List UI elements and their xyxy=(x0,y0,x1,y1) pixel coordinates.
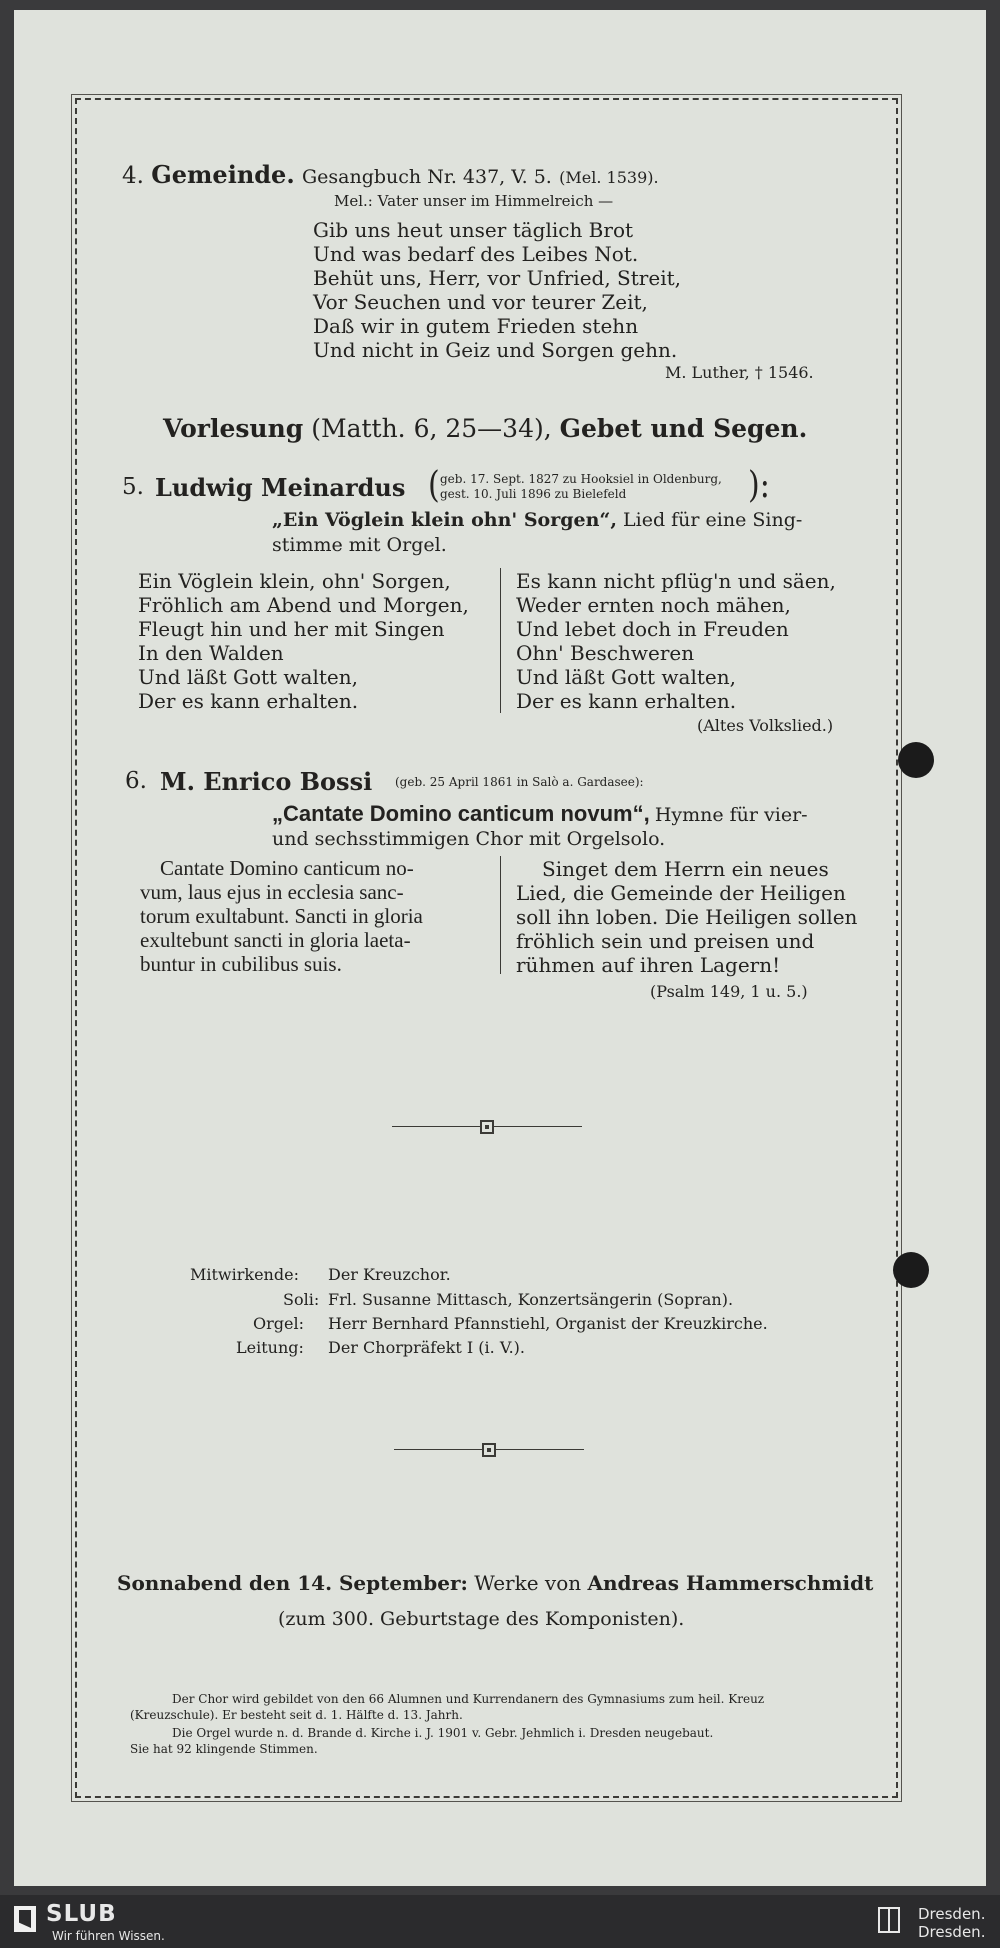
item6-desc-2: und sechsstimmigen Chor mit Orgelsolo. xyxy=(272,828,666,850)
punch-hole-bottom xyxy=(893,1252,929,1288)
item4-author: M. Luther, † 1546. xyxy=(665,363,814,382)
item6-column-divider xyxy=(500,856,501,974)
item4-title: Gemeinde. xyxy=(151,160,295,189)
item6-bio: (geb. 25 April 1861 in Salò a. Gardasee): xyxy=(395,775,644,789)
item6-latin-3: torum exultabunt. Sancti in gloria xyxy=(140,904,423,928)
performers-value-3: Herr Bernhard Pfannstiehl, Organist der Kreuzkirche. xyxy=(328,1314,768,1333)
item5-left-2: Fröhlich am Abend und Morgen, xyxy=(138,593,469,617)
item4-line-1: Gib uns heut unser täglich Brot xyxy=(313,218,634,242)
announcement-works: Werke von xyxy=(474,1571,582,1595)
item4-hymnal: Gesangbuch Nr. 437, V. 5. xyxy=(301,166,552,188)
item4-heading xyxy=(122,160,659,189)
performers-label-4: Leitung: xyxy=(236,1338,304,1357)
item5-right-2: Weder ernten noch mähen, xyxy=(516,593,791,617)
note-line-4: Sie hat 92 klingende Stimmen. xyxy=(130,1742,318,1756)
viewer-footer xyxy=(0,1895,1000,1948)
punch-hole-top xyxy=(898,742,934,778)
item6-latin-4: exultebunt sancti in gloria laeta- xyxy=(140,928,411,952)
item5-right-1: Es kann nicht pflüg'n und säen, xyxy=(516,569,836,593)
item6-german-1: Singet dem Herrn ein neues xyxy=(542,857,829,881)
item5-right-3: Und lebet doch in Freuden xyxy=(516,617,789,641)
item6-title-line xyxy=(272,801,808,827)
item4-line-4: Vor Seuchen und vor teurer Zeit, xyxy=(313,290,648,314)
item5-number: 5. xyxy=(122,474,144,500)
item4-line-3: Behüt uns, Herr, vor Unfried, Streit, xyxy=(313,266,681,290)
dresden-brand-sub: Dresden. xyxy=(918,1923,986,1941)
item6-latin-2: vum, laus ejus in ecclesia sanc- xyxy=(140,880,404,904)
ornament-divider-1 xyxy=(392,1120,582,1134)
performers-value-4: Der Chorpräfekt I (i. V.). xyxy=(328,1338,525,1357)
announcement-line-1 xyxy=(117,1571,873,1595)
reading-heading xyxy=(163,414,807,443)
reading-part-1: Vorlesung xyxy=(163,414,304,443)
item5-right-5: Und läßt Gott walten, xyxy=(516,665,736,689)
item5-bio-bracket-close: ): xyxy=(748,464,770,507)
item5-composer: Ludwig Meinardus xyxy=(155,473,406,502)
item6-desc-1: Hymne für vier- xyxy=(654,804,808,826)
item5-left-5: Und läßt Gott walten, xyxy=(138,665,358,689)
dresden-brand[interactable]: Dresden. xyxy=(918,1905,986,1923)
item4-number: 4. xyxy=(122,163,144,189)
announcement-date: Sonnabend den 14. September: xyxy=(117,1571,468,1595)
item4-melody: Mel.: Vater unser im Himmelreich — xyxy=(334,192,614,210)
performers-value-1: Der Kreuzchor. xyxy=(328,1265,451,1284)
item5-bio-2: gest. 10. Juli 1896 zu Bielefeld xyxy=(440,487,627,501)
item4-line-2: Und was bedarf des Leibes Not. xyxy=(313,242,639,266)
item5-left-6: Der es kann erhalten. xyxy=(138,689,359,713)
item6-german-2: Lied, die Gemeinde der Heiligen xyxy=(516,881,846,905)
item5-left-1: Ein Vöglein klein, ohn' Sorgen, xyxy=(138,569,451,593)
item5-desc-1: Lied für eine Sing- xyxy=(623,509,803,531)
item6-german-4: fröhlich sein und preisen und xyxy=(516,929,815,953)
item5-left-3: Fleugt hin und her mit Singen xyxy=(138,617,445,641)
item4-line-5: Daß wir in gutem Frieden stehn xyxy=(313,314,639,338)
reading-part-3: Gebet und Segen. xyxy=(559,414,808,443)
dresden-logo-icon[interactable] xyxy=(878,1907,900,1933)
performers-label-2: Soli: xyxy=(283,1290,320,1309)
item6-composer: M. Enrico Bossi xyxy=(160,767,373,796)
item6-number: 6. xyxy=(125,768,147,794)
item6-german-5: rühmen auf ihren Lagern! xyxy=(516,953,781,977)
item6-latin-5: buntur in cubilibus suis. xyxy=(140,952,342,976)
slub-motto: Wir führen Wissen. xyxy=(52,1929,165,1943)
announcement-line-2: (zum 300. Geburtstage des Komponisten). xyxy=(278,1608,685,1630)
item5-bio-1: geb. 17. Sept. 1827 zu Hooksiel in Oldenburg, xyxy=(440,472,722,486)
item5-column-divider xyxy=(500,568,501,713)
item5-right-4: Ohn' Beschweren xyxy=(516,641,695,665)
item6-latin-1: Cantate Domino canticum no- xyxy=(160,856,414,880)
performers-label-1: Mitwirkende: xyxy=(190,1265,299,1284)
item5-bio-bracket-open: ( xyxy=(428,464,440,507)
performers-value-2: Frl. Susanne Mittasch, Konzertsängerin (Sopran). xyxy=(328,1290,734,1309)
item5-desc-2: stimme mit Orgel. xyxy=(272,534,447,556)
slub-brand[interactable]: SLUB xyxy=(46,1901,117,1927)
item6-title: „Cantate Domino canticum novum“, xyxy=(272,801,650,826)
item5-title-line xyxy=(272,509,802,531)
reading-part-2: (Matth. 6, 25—34), xyxy=(311,414,552,443)
item4-melody-ref: (Mel. 1539). xyxy=(559,168,659,187)
slub-logo-icon[interactable] xyxy=(14,1906,36,1932)
note-line-1: Der Chor wird gebildet von den 66 Alumnen und Kurrendanern des Gymnasiums zum heil. Kreuz xyxy=(172,1692,765,1706)
announcement-composer: Andreas Hammerschmidt xyxy=(587,1571,874,1595)
note-line-2: (Kreuzschule). Er besteht seit d. 1. Hälfte d. 13. Jahrh. xyxy=(130,1708,463,1722)
item6-german-3: soll ihn loben. Die Heiligen sollen xyxy=(516,905,858,929)
note-line-3: Die Orgel wurde n. d. Brande d. Kirche i. J. 1901 v. Gebr. Jehmlich i. Dresden neugebaut. xyxy=(172,1726,714,1740)
ornament-divider-2 xyxy=(394,1443,584,1457)
item4-line-6: Und nicht in Geiz und Sorgen gehn. xyxy=(313,338,678,362)
item6-source: (Psalm 149, 1 u. 5.) xyxy=(650,982,808,1001)
item5-left-4: In den Walden xyxy=(138,641,284,665)
item5-right-6: Der es kann erhalten. xyxy=(516,689,737,713)
performers-label-3: Orgel: xyxy=(253,1314,304,1333)
item5-title: „Ein Vöglein klein ohn' Sorgen“, xyxy=(272,509,617,531)
item5-source: (Altes Volkslied.) xyxy=(697,716,834,735)
